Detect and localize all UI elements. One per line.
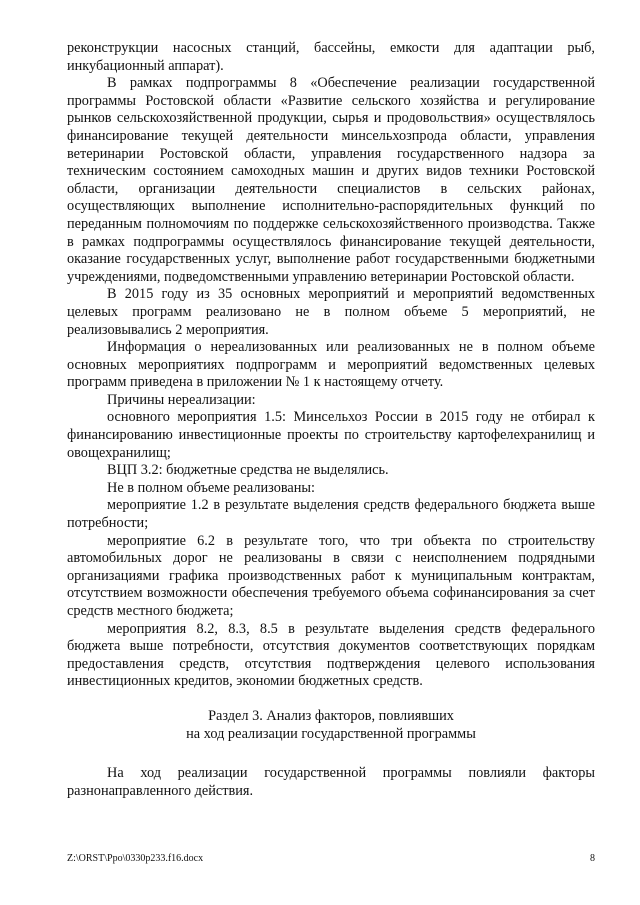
page-footer (67, 853, 595, 864)
paragraph-partial-heading: Не в полном объеме реализованы: (107, 479, 316, 496)
paragraph-vcp-3-2: ВЦП 3.2: бюджетные средства не выделялись. (107, 462, 389, 479)
paragraph-measure-6-2: мероприятие 6.2 в результате того, что три объекта по строительству автомобильных дорог не реализованы в связи с неисполнением подрядными организациями графика производственных работ к муниципальным контрактам, отсутствием возможности обеспечения требуемого объема софинансирования за счет средств местного бюджета; (67, 532, 595, 619)
paragraph-factors: На ход реализации государственной программы повлияли факторы разнонаправленного действия. (67, 765, 595, 799)
footer-file-path: Z:\ORST\Ppo\0330p233.f16.docx (67, 853, 204, 864)
paragraph-measures-8-x: мероприятия 8.2, 8.3, 8.5 в результате выделения средств федерального бюджета выше потребности, отсутствия документов соответствующих порядкам предоставления средств, отсутствия подтверждения целевого использования инвестиционных кредитов, экономии бюджетных средств. (67, 620, 595, 690)
paragraph-appendix-reference: Информация о нереализованных или реализованных не в полном объеме основных мероприятиях подпрограмм и мероприятий ведомственных целевых программ приведена в приложении № 1 к настоящему отчету. (67, 339, 595, 391)
paragraph-continuation: реконструкции насосных станций, бассейны, емкости для адаптации рыб, инкубационный аппарат). (67, 40, 595, 74)
section-heading (67, 708, 595, 743)
paragraph-reasons-heading: Причины нереализации: (107, 391, 256, 408)
section-heading-line-1: Раздел 3. Анализ факторов, повлиявших (208, 707, 454, 724)
document-page (67, 40, 595, 800)
section-heading-line-2: на ход реализации государственной программы (186, 725, 476, 742)
paragraph-subprogram-8: В рамках подпрограммы 8 «Обеспечение реализации государственной программы Ростовской области «Развитие сельского хозяйства и регулирование рынков сельскохозяйственной продукции, сырья и продовольствия» осуществлялось финансирование текущей деятельности минсельхозпрода области, управления ветеринарии Ростовской области, управления государственного надзора за техническим состоянием самоходных машин и других видов техники Ростовской области, организации деятельности специалистов в сельских районах, осуществляющих выполнение исполнительно-распорядительных функций по переданным полномочиям по поддержке сельскохозяйственного производства. Также в рамках подпрограммы осуществлялось финансирование текущей деятельности, оказание государственных услуг, выполнение работ государственными бюджетными учреждениями, подведомственными управлению ветеринарии Ростовской области. (67, 75, 595, 285)
paragraph-measure-1-2: мероприятие 1.2 в результате выделения средств федерального бюджета выше потребности; (67, 497, 595, 532)
paragraph-2015-summary: В 2015 году из 35 основных мероприятий и мероприятий ведомственных целевых программ реализовано не в полном объеме 5 мероприятий, не реализовывались 2 мероприятия. (67, 286, 595, 338)
paragraph-measure-1-5: основного мероприятия 1.5: Минсельхоз России в 2015 году не отбирал к финансированию инвестиционные проекты по строительству картофелехранилищ и овощехранилищ; (67, 409, 595, 461)
footer-page-number: 8 (590, 853, 595, 864)
